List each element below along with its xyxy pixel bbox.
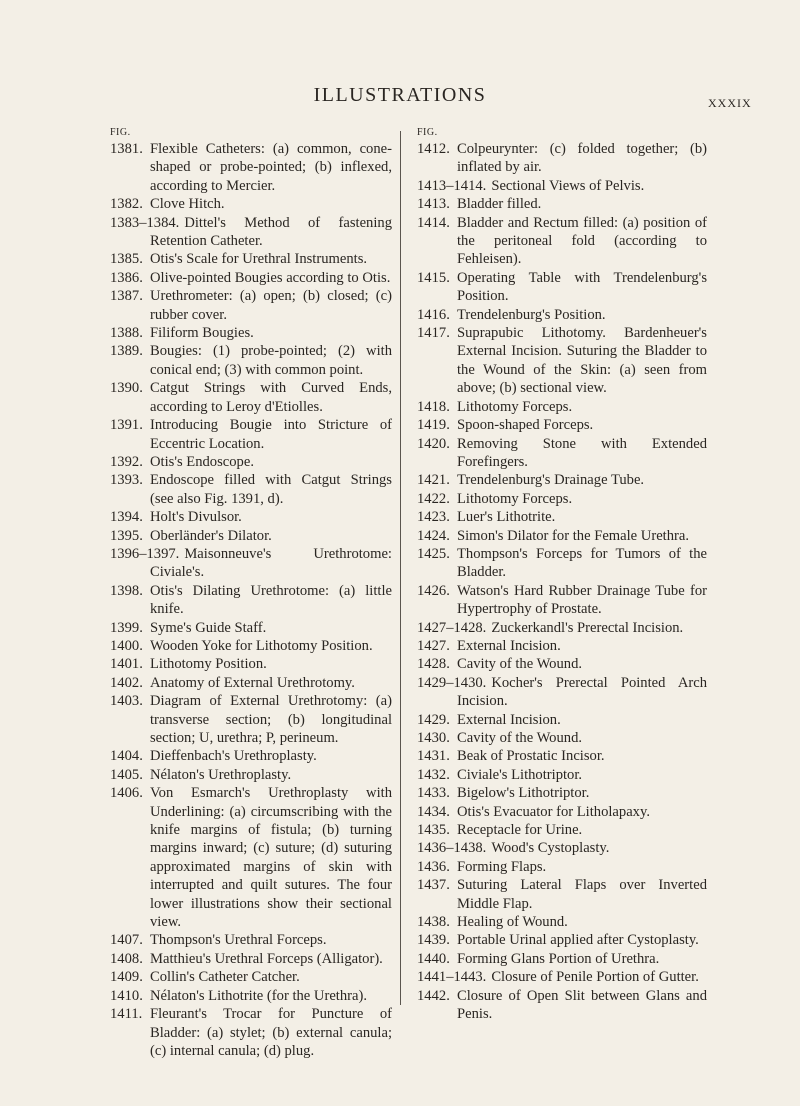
figure-caption: Receptacle for Urine. [457, 822, 583, 839]
figure-entry [417, 821, 707, 839]
figure-caption: Portable Urinal applied after Cystoplasty. [457, 932, 699, 949]
figure-number: 1388. [110, 325, 143, 342]
figure-number: 1409. [110, 969, 143, 986]
figure-entry [110, 527, 392, 545]
figure-caption: Forming Glans Portion of Urethra. [457, 950, 660, 967]
figure-caption: Cavity of the Wound. [457, 730, 583, 746]
figure-caption: Otis's Dilating Urethrotome: (a) little knife. [150, 582, 392, 618]
figure-caption: Introducing Bougie into Stricture of Eccentric Location. [150, 417, 392, 452]
figure-number: 1398. [110, 582, 143, 599]
figure-number: 1417. [417, 325, 450, 342]
figure-entry [417, 214, 707, 269]
figure-caption: Fleurant's Trocar for Puncture of Bladder: (a) stylet; (b) external canula; (c) internal canula; (d) plug. [150, 1006, 392, 1059]
figure-entry [110, 692, 392, 747]
figure-entry [110, 968, 392, 986]
figure-caption: Kocher's Prerectal Pointed Arch Incision. [457, 674, 707, 710]
figure-caption: Wooden Yoke for Lithotomy Position. [150, 637, 373, 654]
figure-caption: Bigelow's Lithotriptor. [457, 785, 590, 802]
figure-number: 1439. [417, 932, 450, 949]
figure-number: 1426. [417, 582, 450, 599]
figure-entry [417, 490, 707, 508]
figure-number: 1434. [417, 803, 450, 820]
figure-entry [417, 545, 707, 582]
page-number: xxxix [708, 92, 752, 111]
figure-caption: Otis's Endoscope. [150, 453, 254, 470]
figure-entry [110, 766, 392, 784]
figure-caption: Dittel's Method of fastening Retention Catheter. [150, 214, 392, 250]
figure-entry [417, 324, 707, 398]
figure-caption: External Incision. [457, 711, 561, 728]
figure-entry [417, 416, 707, 434]
figure-entry [417, 747, 707, 765]
figure-number: 1418. [417, 398, 450, 415]
figure-entry [110, 195, 392, 213]
figure-number: 1429–1430. [417, 674, 487, 691]
figure-entry [110, 931, 392, 949]
figure-caption: External Incision. [457, 637, 561, 654]
figure-number: 1429. [417, 711, 450, 728]
figure-caption: Nélaton's Lithotrite (for the Urethra). [150, 987, 367, 1004]
figure-entry [417, 876, 707, 913]
figure-entry [417, 931, 707, 949]
figure-entry [110, 950, 392, 968]
figure-entry [110, 287, 392, 324]
figure-number: 1425. [417, 545, 450, 562]
figure-entry [110, 1005, 392, 1060]
figure-number: 1441–1443. [417, 969, 487, 986]
figure-number: 1436. [417, 858, 450, 875]
figure-entry [417, 619, 707, 637]
figure-entry [417, 858, 707, 876]
figure-number: 1399. [110, 619, 143, 636]
figure-caption: Luer's Lithotrite. [457, 509, 556, 526]
figure-entry [417, 140, 707, 177]
figure-number: 1385. [110, 251, 143, 268]
figure-entry [417, 471, 707, 489]
figure-entry [417, 177, 707, 195]
figure-caption: Otis's Scale for Urethral Instruments. [150, 251, 368, 268]
figure-number: 1428. [417, 656, 450, 673]
figure-caption: Oberländer's Dilator. [150, 527, 272, 544]
figure-caption: Lithotomy Forceps. [457, 490, 573, 507]
figure-entry [110, 619, 392, 637]
figure-entry [110, 747, 392, 765]
figure-caption: Bladder filled. [457, 196, 542, 213]
figure-number: 1402. [110, 674, 143, 691]
figure-entry [110, 214, 392, 251]
figure-number: 1410. [110, 987, 143, 1004]
figure-caption: Closure of Open Slit between Glans and Penis. [457, 987, 707, 1023]
figure-caption: Colpeurynter: (c) folded together; (b) inflated by air. [457, 141, 707, 176]
figure-entry [110, 453, 392, 471]
figure-caption: Beak of Prostatic Incisor. [457, 748, 605, 765]
figure-entry [417, 269, 707, 306]
figure-number: 1391. [110, 417, 143, 434]
fig-column-label: FIG. [110, 127, 131, 138]
figure-number: 1403. [110, 693, 143, 710]
figure-number: 1386. [110, 269, 143, 286]
figure-caption: Zuckerkandl's Prerectal Incision. [491, 619, 684, 636]
figure-number: 1442. [417, 987, 450, 1004]
figure-number: 1381. [110, 141, 143, 157]
figure-number: 1400. [110, 637, 143, 654]
figure-caption: Holt's Divulsor. [150, 509, 242, 526]
figure-caption: Filiform Bougies. [150, 325, 254, 342]
figure-number: 1412. [417, 141, 450, 157]
figure-caption: Olive-pointed Bougies according to Otis. [150, 269, 391, 286]
figure-number: 1420. [417, 435, 450, 452]
figure-entry [110, 784, 392, 931]
figure-number: 1407. [110, 932, 143, 949]
figure-number: 1435. [417, 822, 450, 839]
figure-caption: Syme's Guide Staff. [150, 619, 267, 636]
figure-entry [110, 471, 392, 508]
figure-entry [110, 674, 392, 692]
figure-caption: Thompson's Urethral Forceps. [150, 932, 327, 949]
figure-caption: Nélaton's Urethroplasty. [150, 766, 292, 783]
figure-entry [417, 784, 707, 802]
figure-number: 1427. [417, 637, 450, 654]
figure-entry [417, 711, 707, 729]
figure-number: 1416. [417, 306, 450, 323]
figure-number: 1430. [417, 730, 450, 746]
figure-entry [417, 987, 707, 1024]
figure-caption: Flexible Catheters: (a) common, cone-shaped or probe-pointed; (b) inflexed, according to Mercier. [150, 141, 392, 194]
figure-caption: Closure of Penile Portion of Gutter. [491, 969, 699, 986]
figure-number: 1392. [110, 453, 143, 470]
figure-number: 1424. [417, 527, 450, 544]
figure-caption: Spoon-shaped Forceps. [457, 417, 594, 434]
figure-entry [417, 655, 707, 673]
figure-entry [417, 968, 707, 986]
figure-caption: Civiale's Lithotriptor. [457, 766, 583, 783]
figure-number: 1396–1397. [110, 545, 180, 562]
figure-caption: Wood's Cystoplasty. [491, 840, 610, 857]
figure-entry [110, 508, 392, 526]
figure-entry [417, 729, 707, 747]
figure-entry [417, 195, 707, 213]
figure-caption: Operating Table with Trendelenburg's Position. [457, 269, 707, 305]
figure-caption: Urethrometer: (a) open; (b) closed; (c) rubber cover. [150, 288, 392, 323]
figure-number: 1411. [110, 1006, 143, 1023]
figure-caption: Trendelenburg's Drainage Tube. [457, 472, 645, 489]
figure-caption: Catgut Strings with Curved Ends, according to Leroy d'Etiolles. [150, 380, 392, 415]
figure-caption: Healing of Wound. [457, 914, 568, 931]
fig-column-label: FIG. [417, 127, 438, 138]
figure-entry [110, 269, 392, 287]
figure-caption: Bougies: (1) probe-pointed; (2) with conical end; (3) with common point. [150, 343, 392, 378]
figure-entry [110, 342, 392, 379]
figure-entry [417, 766, 707, 784]
figure-number: 1389. [110, 343, 143, 360]
figure-number: 1387. [110, 288, 143, 305]
figure-entry [417, 306, 707, 324]
figure-number: 1406. [110, 785, 143, 802]
figure-number: 1419. [417, 417, 450, 434]
figure-caption: Watson's Hard Rubber Drainage Tube for Hypertrophy of Prostate. [457, 582, 707, 618]
figure-caption: Otis's Evacuator for Litholapaxy. [457, 803, 650, 820]
figure-entry [417, 674, 707, 711]
left-column [110, 127, 392, 1060]
figure-entry [110, 324, 392, 342]
figure-caption: Lithotomy Forceps. [457, 398, 573, 415]
figure-caption: Diagram of External Urethrotomy: (a) transverse section; (b) longitudinal section; U, urethra; P, perineum. [150, 693, 392, 746]
figure-caption: Trendelenburg's Position. [457, 306, 606, 323]
figure-number: 1394. [110, 509, 143, 526]
figure-caption: Simon's Dilator for the Female Urethra. [457, 527, 690, 544]
figure-caption: Forming Flaps. [457, 858, 547, 875]
figure-number: 1405. [110, 766, 143, 783]
figure-number: 1427–1428. [417, 619, 487, 636]
figure-number: 1395. [110, 527, 143, 544]
figure-entry [417, 839, 707, 857]
figure-number: 1433. [417, 785, 450, 802]
figure-entry [110, 140, 392, 195]
figure-entry [110, 582, 392, 619]
figure-caption: Cavity of the Wound. [457, 656, 583, 673]
figure-caption: Suprapubic Lithotomy. Bardenheuer's External Incision. Suturing the Bladder to the Wound of the Skin: (a) seen from above; (b) sectional view. [457, 325, 707, 397]
figure-number: 1413. [417, 196, 450, 213]
figure-caption: Suturing Lateral Flaps over Inverted Middle Flap. [457, 877, 707, 912]
figure-number: 1408. [110, 950, 143, 967]
figure-entry [417, 637, 707, 655]
figure-caption: Endoscope filled with Catgut Strings (see also Fig. 1391, d). [150, 472, 392, 507]
figure-number: 1423. [417, 509, 450, 526]
figure-caption: Clove Hitch. [150, 196, 225, 213]
figure-entry [110, 637, 392, 655]
figure-entry [417, 803, 707, 821]
figure-number: 1422. [417, 490, 450, 507]
figure-entry [417, 527, 707, 545]
figure-caption: Maisonneuve's Urethrotome: Civiale's. [150, 545, 392, 581]
figure-number: 1414. [417, 214, 450, 231]
figure-entry [110, 987, 392, 1005]
figure-entry [417, 508, 707, 526]
figure-number: 1432. [417, 766, 450, 783]
column-divider [400, 131, 401, 1005]
figure-entry [110, 379, 392, 416]
figure-entry [110, 250, 392, 268]
figure-caption: Collin's Catheter Catcher. [150, 969, 300, 986]
figure-caption: Matthieu's Urethral Forceps (Alligator). [150, 950, 383, 967]
figure-number: 1390. [110, 380, 143, 397]
figure-number: 1382. [110, 196, 143, 213]
figure-number: 1383–1384. [110, 214, 180, 231]
figure-caption: Anatomy of External Urethrotomy. [150, 674, 355, 691]
figure-caption: Dieffenbach's Urethroplasty. [150, 748, 317, 765]
figure-entry [417, 398, 707, 416]
figure-entry [110, 655, 392, 673]
figure-number: 1393. [110, 472, 143, 489]
figure-entry [417, 913, 707, 931]
figure-entry [110, 416, 392, 453]
right-column [417, 127, 707, 1024]
figure-number: 1431. [417, 748, 450, 765]
figure-entry [417, 435, 707, 472]
figure-number: 1437. [417, 877, 450, 894]
figure-entry [110, 545, 392, 582]
figure-number: 1421. [417, 472, 450, 489]
figure-caption: Lithotomy Position. [150, 656, 267, 673]
running-head-title: ILLUSTRATIONS [313, 84, 487, 106]
figure-number: 1438. [417, 914, 450, 931]
figure-caption: Sectional Views of Pelvis. [491, 177, 645, 194]
figure-number: 1436–1438. [417, 840, 487, 857]
figure-number: 1440. [417, 950, 450, 967]
figure-caption: Von Esmarch's Urethroplasty with Underlining: (a) circumscribing with the knife margins of fistula; (b) turning margins inward; (c) suture; (d) suturing approximated margins of skin with interrupted and quilt sutures. The four lower illustrations show their sectional view. [150, 785, 392, 931]
figure-caption: Thompson's Forceps for Tumors of the Bladder. [457, 545, 707, 581]
figure-caption: Removing Stone with Extended Forefingers. [457, 435, 707, 470]
figure-number: 1415. [417, 269, 450, 286]
figure-number: 1404. [110, 748, 143, 765]
figure-number: 1413–1414. [417, 177, 487, 194]
figure-entry [417, 950, 707, 968]
figure-entry [417, 582, 707, 619]
figure-number: 1401. [110, 656, 143, 673]
figure-caption: Bladder and Rectum filled: (a) position of the peritoneal fold (according to Fehleisen). [457, 214, 707, 268]
